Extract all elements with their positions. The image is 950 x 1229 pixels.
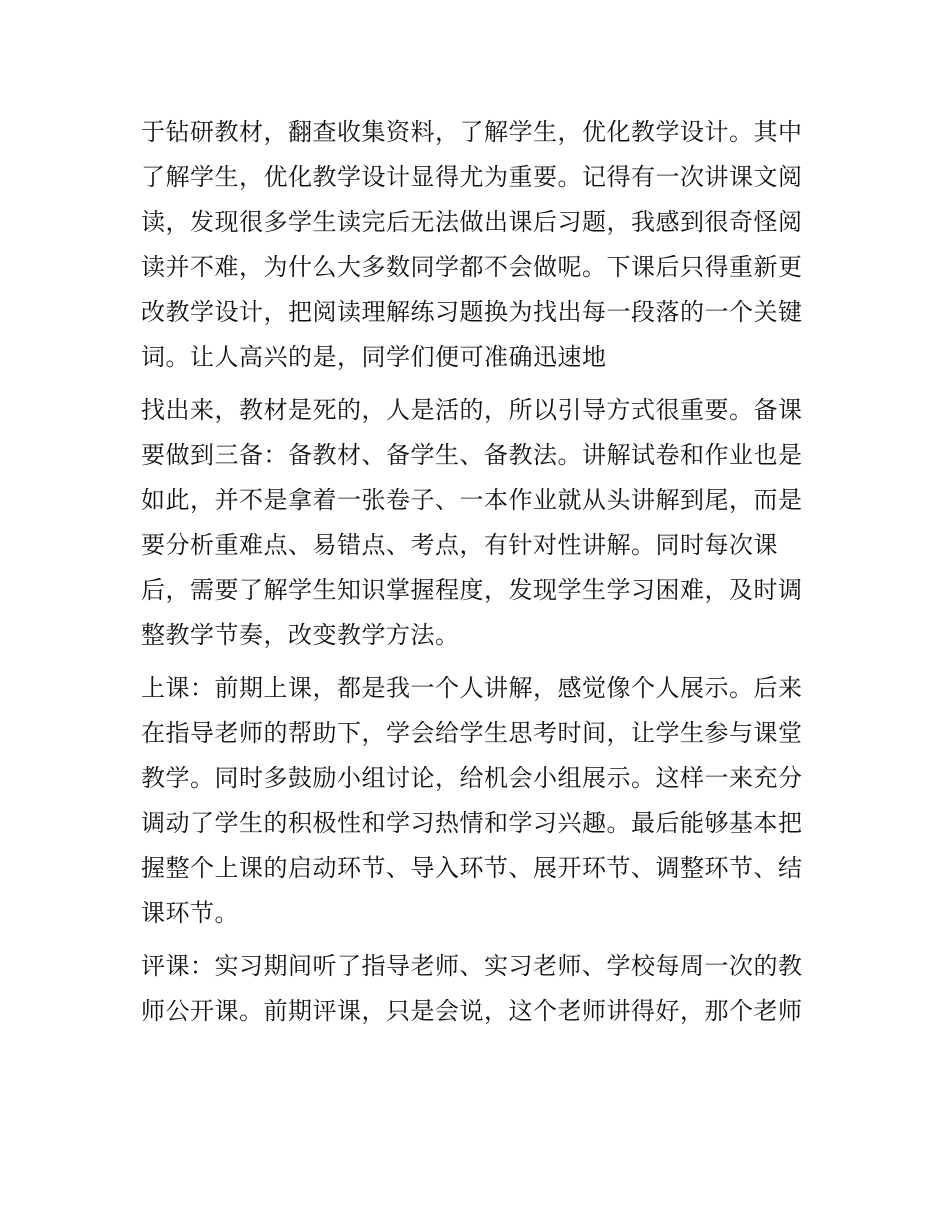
text-line: 词。让人高兴的是，同学们便可准确迅速地 <box>141 343 607 371</box>
text-line: 改教学设计，把阅读理解练习题换为找出每一段落的一个关键 <box>141 298 803 326</box>
document-body <box>141 110 821 1034</box>
text-line: 教学。同时多鼓励小组讨论，给机会小组展示。这样一来充分 <box>141 764 803 792</box>
paragraph-gap <box>141 936 821 944</box>
text-line: 在指导老师的帮助下，学会给学生思考时间，让学生参与课堂 <box>141 719 803 747</box>
text-line: 读，发现很多学生读完后无法做出课后习题，我感到很奇怪阅 <box>141 208 803 236</box>
text-line: 握整个上课的启动环节、导入环节、展开环节、调整环节、结 <box>141 854 803 882</box>
paragraph-class-teaching <box>141 666 821 936</box>
text-line: 了解学生，优化教学设计显得尤为重要。记得有一次讲课文阅 <box>141 163 803 191</box>
paragraph-lesson-prep <box>141 110 821 380</box>
text-line: 读并不难，为什么大多数同学都不会做呢。下课后只得重新更 <box>141 253 803 281</box>
text-line: 找出来，教材是死的，人是活的，所以引导方式很重要。备课 <box>141 396 803 424</box>
paragraph-lesson-review <box>141 944 821 1034</box>
paragraph-teaching-method <box>141 388 821 658</box>
paragraph-gap <box>141 380 821 388</box>
text-line: 整教学节奏，改变教学方法。 <box>141 621 460 649</box>
text-line: 后，需要了解学生知识掌握程度，发现学生学习困难，及时调 <box>141 576 803 604</box>
text-line: 上课：前期上课，都是我一个人讲解，感觉像个人展示。后来 <box>141 674 803 702</box>
text-line: 于钻研教材，翻查收集资料，了解学生，优化教学设计。其中 <box>141 118 803 146</box>
text-line: 调动了学生的积极性和学习热情和学习兴趣。最后能够基本把 <box>141 809 803 837</box>
paragraph-gap <box>141 658 821 666</box>
text-line: 如此，并不是拿着一张卷子、一本作业就从头讲解到尾，而是 <box>141 486 803 514</box>
text-line: 课环节。 <box>141 899 239 927</box>
text-line: 要分析重难点、易错点、考点，有针对性讲解。同时每次课 <box>141 531 778 559</box>
text-line: 评课：实习期间听了指导老师、实习老师、学校每周一次的教 <box>141 952 803 980</box>
text-line: 要做到三备：备教材、备学生、备教法。讲解试卷和作业也是 <box>141 441 803 469</box>
text-line: 师公开课。前期评课，只是会说，这个老师讲得好，那个老师 <box>141 997 803 1025</box>
